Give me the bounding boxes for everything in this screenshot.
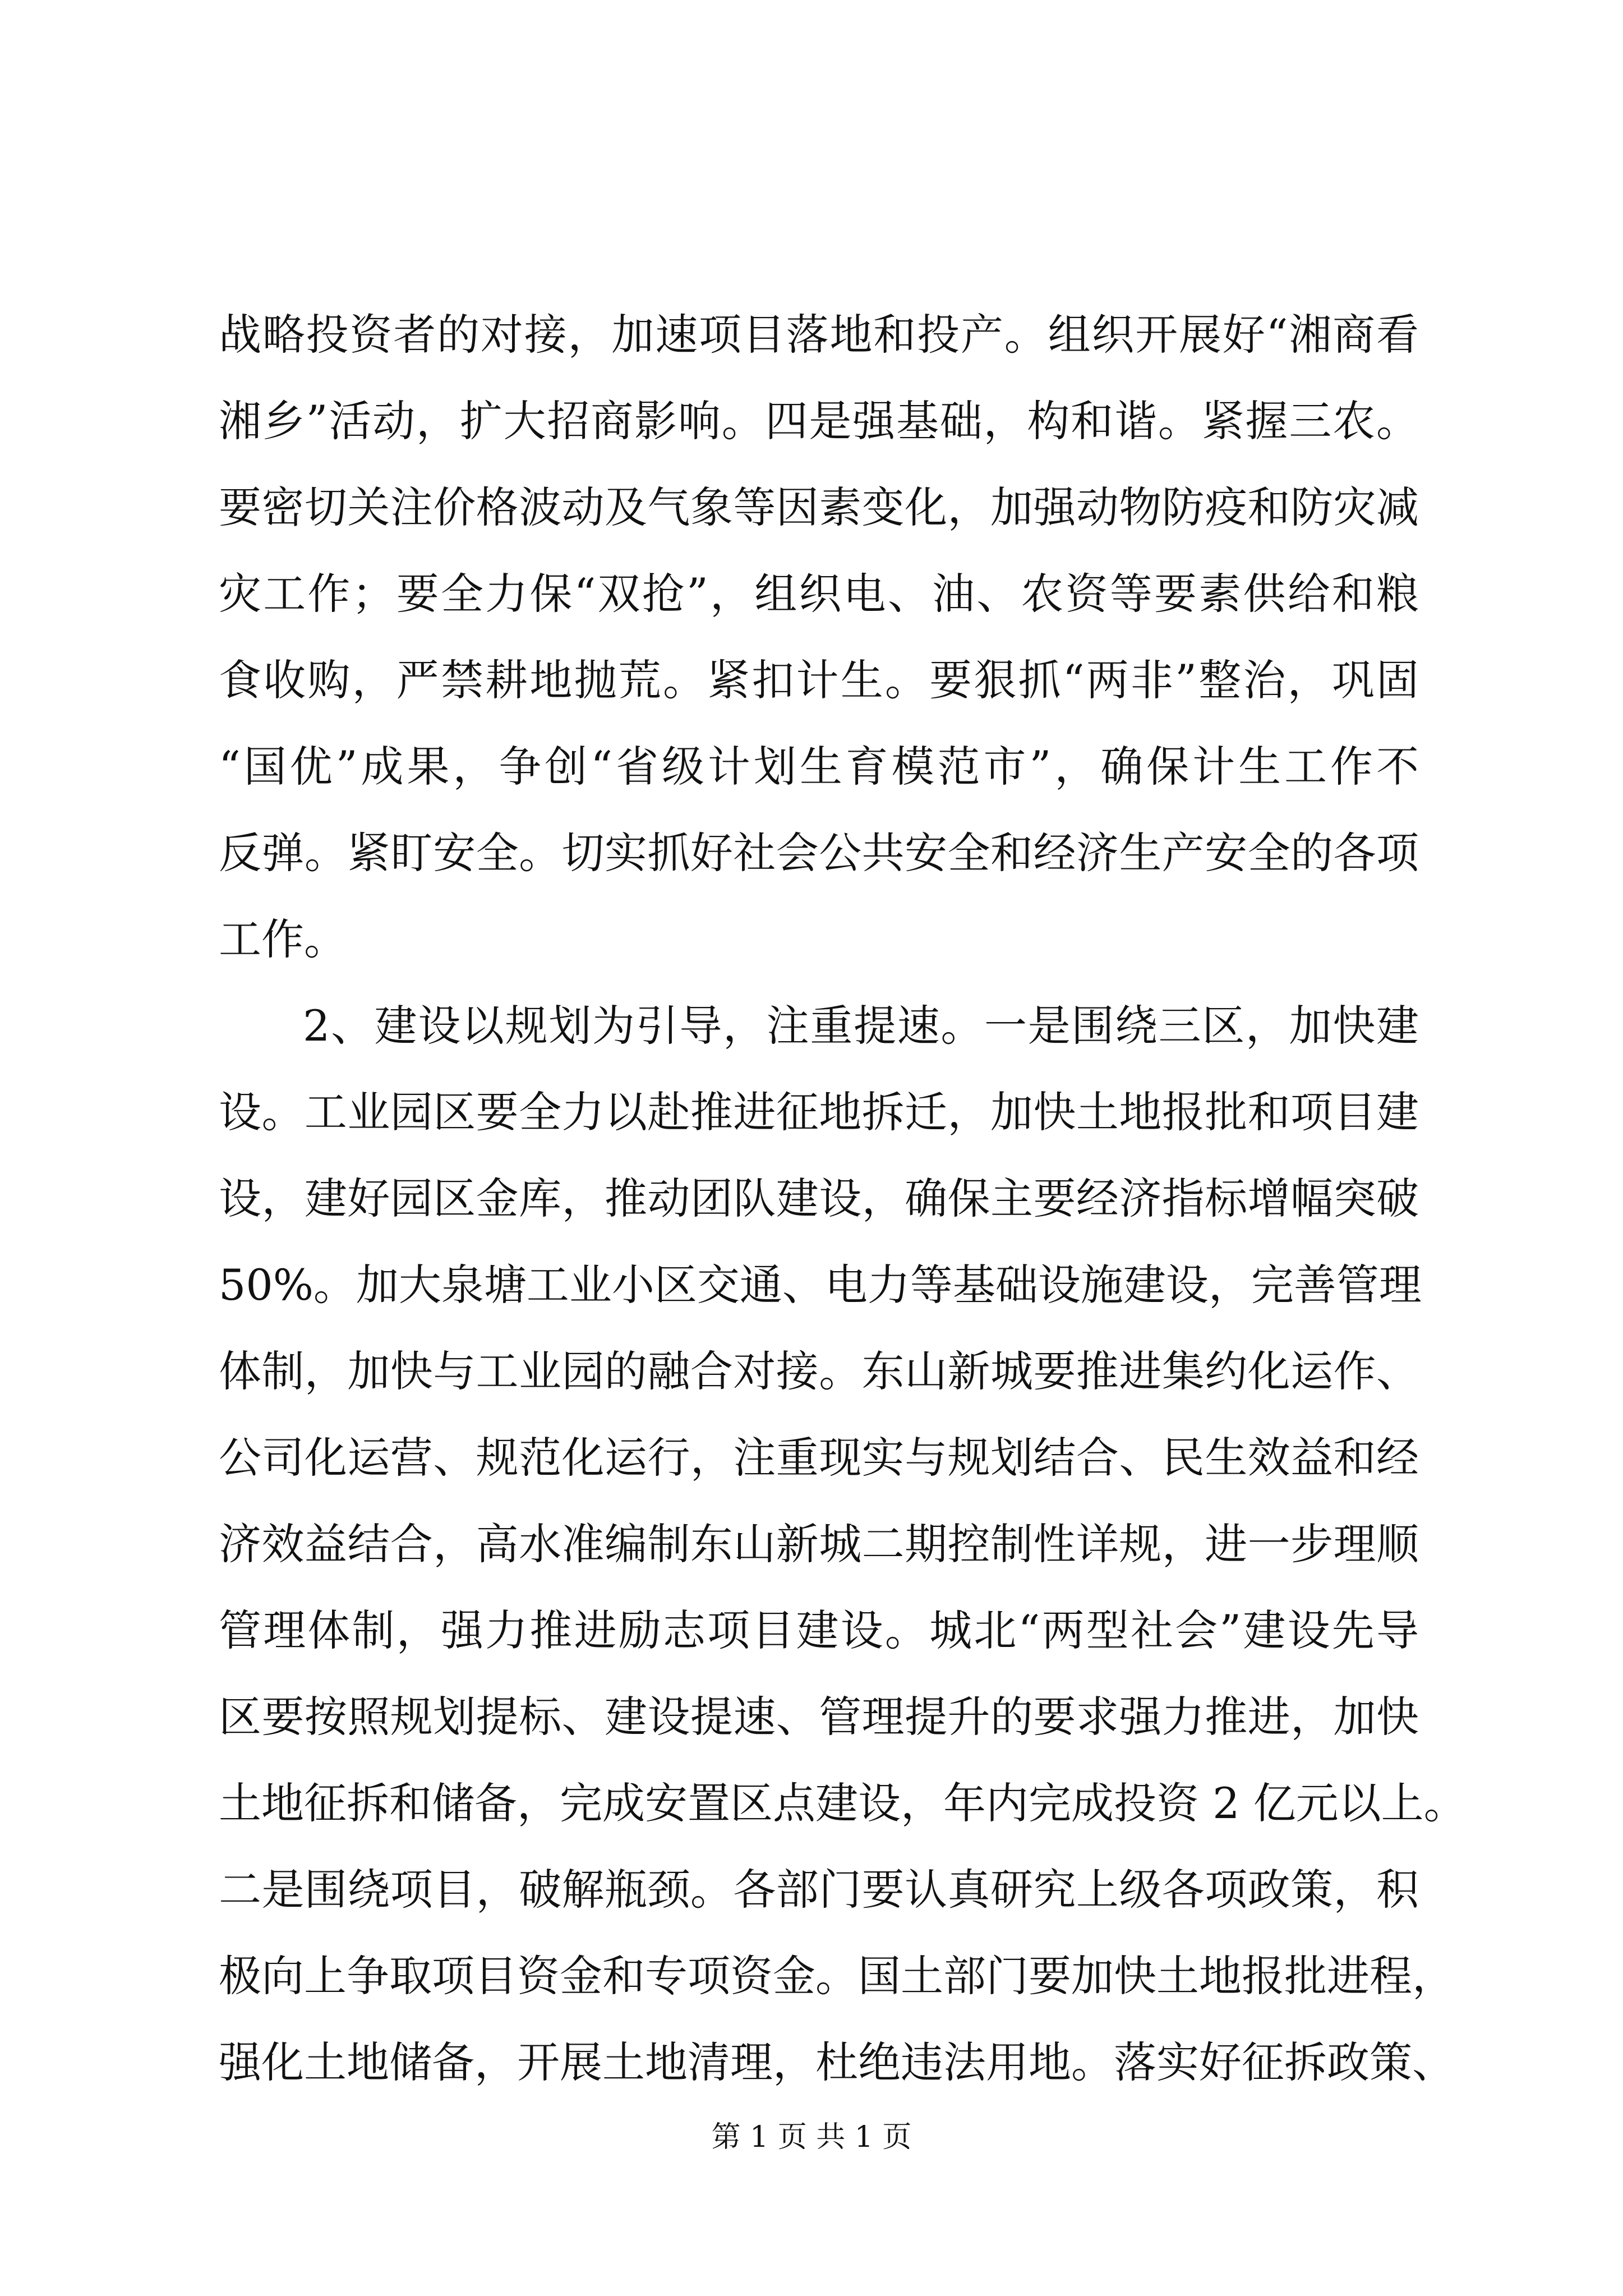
text-line: 要密切关注价格波动及气象等因素变化，加强动物防疫和防灾减 [219, 482, 1419, 532]
page-footer: 第 1 页 共 1 页 [711, 2120, 912, 2154]
text-line: 设，建好园区金库，推动团队建设，确保主要经济指标增幅突破 [219, 1174, 1419, 1223]
text-line: 工作。 [219, 914, 347, 964]
text-line: 湘乡”活动，扩大招商影响。四是强基础，构和谐。紧握三农。 [219, 396, 1419, 446]
text-line: 区要按照规划提标、建设提速、管理提升的要求强力推进，加快 [219, 1692, 1419, 1742]
text-line: 体制，加快与工业园的融合对接。东山新城要推进集约化运作、 [219, 1346, 1419, 1396]
paragraph-start-line: 2、建设以规划为引导，注重提速。一是围绕三区，加快建 [303, 1001, 1419, 1051]
text-line: 灾工作；要全力保“双抢”，组织电、油、农资等要素供给和粮 [219, 569, 1419, 619]
text-line: 设。工业园区要全力以赴推进征地拆迁，加快土地报批和项目建 [219, 1087, 1419, 1137]
text-line: 50%。加大泉塘工业小区交通、电力等基础设施建设，完善管理 [219, 1260, 1422, 1310]
text-line: 战略投资者的对接，加速项目落地和投产。组织开展好“湘商看 [219, 310, 1419, 360]
text-line: 强化土地储备，开展土地清理，杜绝违法用地。落实好征拆政策、 [219, 2037, 1455, 2087]
text-line: 反弹。紧盯安全。切实抓好社会公共安全和经济生产安全的各项 [219, 828, 1419, 878]
text-line: 土地征拆和储备，完成安置区点建设，年内完成投资 2 亿元以上。 [219, 1778, 1467, 1828]
text-line: 济效益结合，高水准编制东山新城二期控制性详规，进一步理顺 [219, 1519, 1419, 1569]
text-line: 食收购，严禁耕地抛荒。紧扣计生。要狠抓“两非”整治，巩固 [219, 655, 1419, 705]
document-body [219, 292, 1467, 2106]
text-line: “国优”成果，争创“省级计划生育模范市”，确保计生工作不 [219, 742, 1419, 792]
text-line: 极向上争取项目资金和专项资金。国土部门要加快土地报批进程， [219, 1951, 1455, 2001]
text-line: 公司化运营、规范化运行，注重现实与规划结合、民生效益和经 [219, 1433, 1419, 1483]
text-line: 管理体制，强力推进励志项目建设。城北“两型社会”建设先导 [219, 1605, 1419, 1655]
text-line: 二是围绕项目，破解瓶颈。各部门要认真研究上级各项政策，积 [219, 1865, 1419, 1915]
